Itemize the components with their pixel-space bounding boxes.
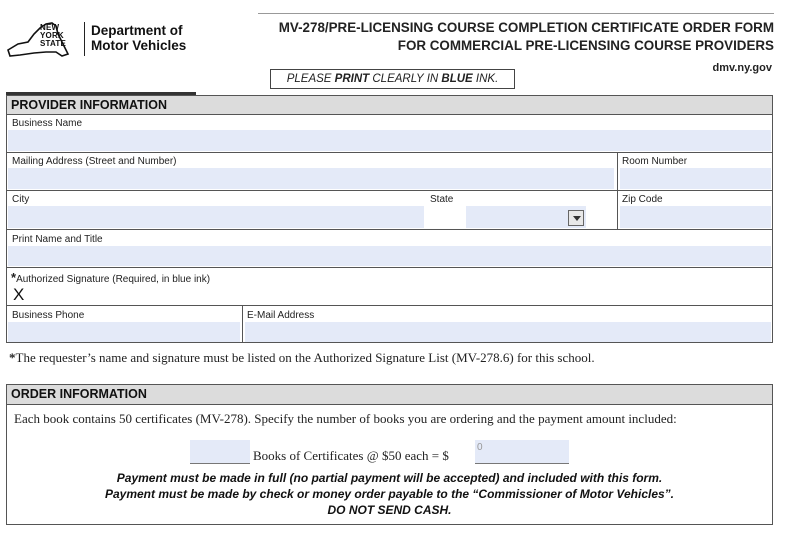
logo-divider — [84, 22, 85, 56]
books-label: Books of Certificates @ $50 each = $ — [253, 448, 449, 463]
business-name-input[interactable] — [8, 130, 771, 151]
column-divider — [617, 190, 618, 229]
row-divider — [6, 152, 773, 153]
nys-dmv-logo — [6, 20, 196, 60]
zip-code-label: Zip Code — [622, 194, 663, 205]
payment-line: Payment must be made by check or money order payable to the “Commissioner of Motor Vehicles”. — [104, 487, 675, 501]
notice-text: PLEASE — [286, 73, 335, 85]
print-name-label: Print Name and Title — [12, 234, 103, 245]
footnote-asterisk: * — [9, 350, 16, 365]
zip-code-input[interactable] — [620, 206, 771, 228]
payment-line: Payment must be made in full (no partial payment will be accepted) and included with this form. — [116, 471, 663, 485]
state-label: State — [430, 194, 454, 205]
ink-notice — [270, 69, 515, 89]
city-label: City — [12, 194, 30, 205]
row-divider — [6, 190, 773, 191]
notice-print: PRINT — [334, 73, 370, 85]
books-quantity-input[interactable] — [190, 440, 250, 463]
column-divider — [617, 152, 618, 190]
agency-name — [91, 23, 186, 53]
business-phone-input[interactable] — [8, 322, 240, 342]
row-divider — [6, 229, 773, 230]
chevron-down-icon[interactable] — [568, 210, 584, 226]
website: dmv.ny.gov — [712, 62, 772, 74]
agency-line: Department of — [91, 23, 183, 38]
mailing-address-input[interactable] — [8, 168, 614, 189]
payment-terms — [6, 470, 773, 518]
payment-amount-value: 0 — [477, 442, 483, 453]
signature-label-wrap — [11, 270, 210, 285]
signature-mark: X — [13, 285, 25, 304]
order-instructions: Each book contains 50 certificates (MV-278). Specify the number of books you are ordering and the payment amount included: — [14, 411, 677, 426]
state-line: STATE — [40, 39, 67, 48]
state-name — [40, 24, 66, 48]
signature-footnote — [9, 350, 595, 366]
mailing-address-label: Mailing Address (Street and Number) — [12, 156, 177, 167]
notice-text: INK. — [472, 73, 499, 85]
notice-blue: BLUE — [441, 73, 473, 85]
order-heading: ORDER INFORMATION — [7, 385, 772, 405]
state-line: NEW — [40, 23, 60, 32]
business-phone-label: Business Phone — [12, 310, 85, 321]
row-divider — [6, 267, 773, 268]
form-title — [279, 19, 774, 55]
print-name-input[interactable] — [8, 246, 771, 266]
required-asterisk: * — [11, 270, 17, 285]
form-title-line: MV-278/PRE-LICENSING COURSE COMPLETION CERTIFICATE ORDER FORM — [278, 20, 774, 35]
email-input[interactable] — [245, 322, 771, 342]
business-name-label: Business Name — [12, 118, 83, 129]
notice-text: CLEARLY IN — [369, 73, 442, 85]
payment-amount-input[interactable] — [475, 440, 569, 463]
form-title-line: FOR COMMERCIAL PRE-LICENSING COURSE PROVIDERS — [397, 38, 774, 53]
header-rule — [258, 13, 774, 14]
footnote-text: The requester’s name and signature must be listed on the Authorized Signature List (MV-278.6) for this school. — [15, 350, 595, 365]
room-number-label: Room Number — [622, 156, 688, 167]
row-divider — [6, 305, 773, 306]
email-label: E-Mail Address — [247, 310, 315, 321]
signature-field[interactable] — [30, 284, 770, 304]
column-divider — [242, 305, 243, 343]
input-underline — [475, 463, 569, 464]
city-input[interactable] — [8, 206, 424, 228]
agency-line: Motor Vehicles — [91, 38, 187, 53]
input-underline — [190, 463, 250, 464]
signature-label: Authorized Signature (Required, in blue ink) — [16, 274, 211, 285]
room-number-input[interactable] — [620, 168, 771, 189]
provider-heading: PROVIDER INFORMATION — [7, 96, 772, 115]
state-line: YORK — [40, 31, 64, 40]
payment-line: DO NOT SEND CASH. — [327, 503, 452, 517]
